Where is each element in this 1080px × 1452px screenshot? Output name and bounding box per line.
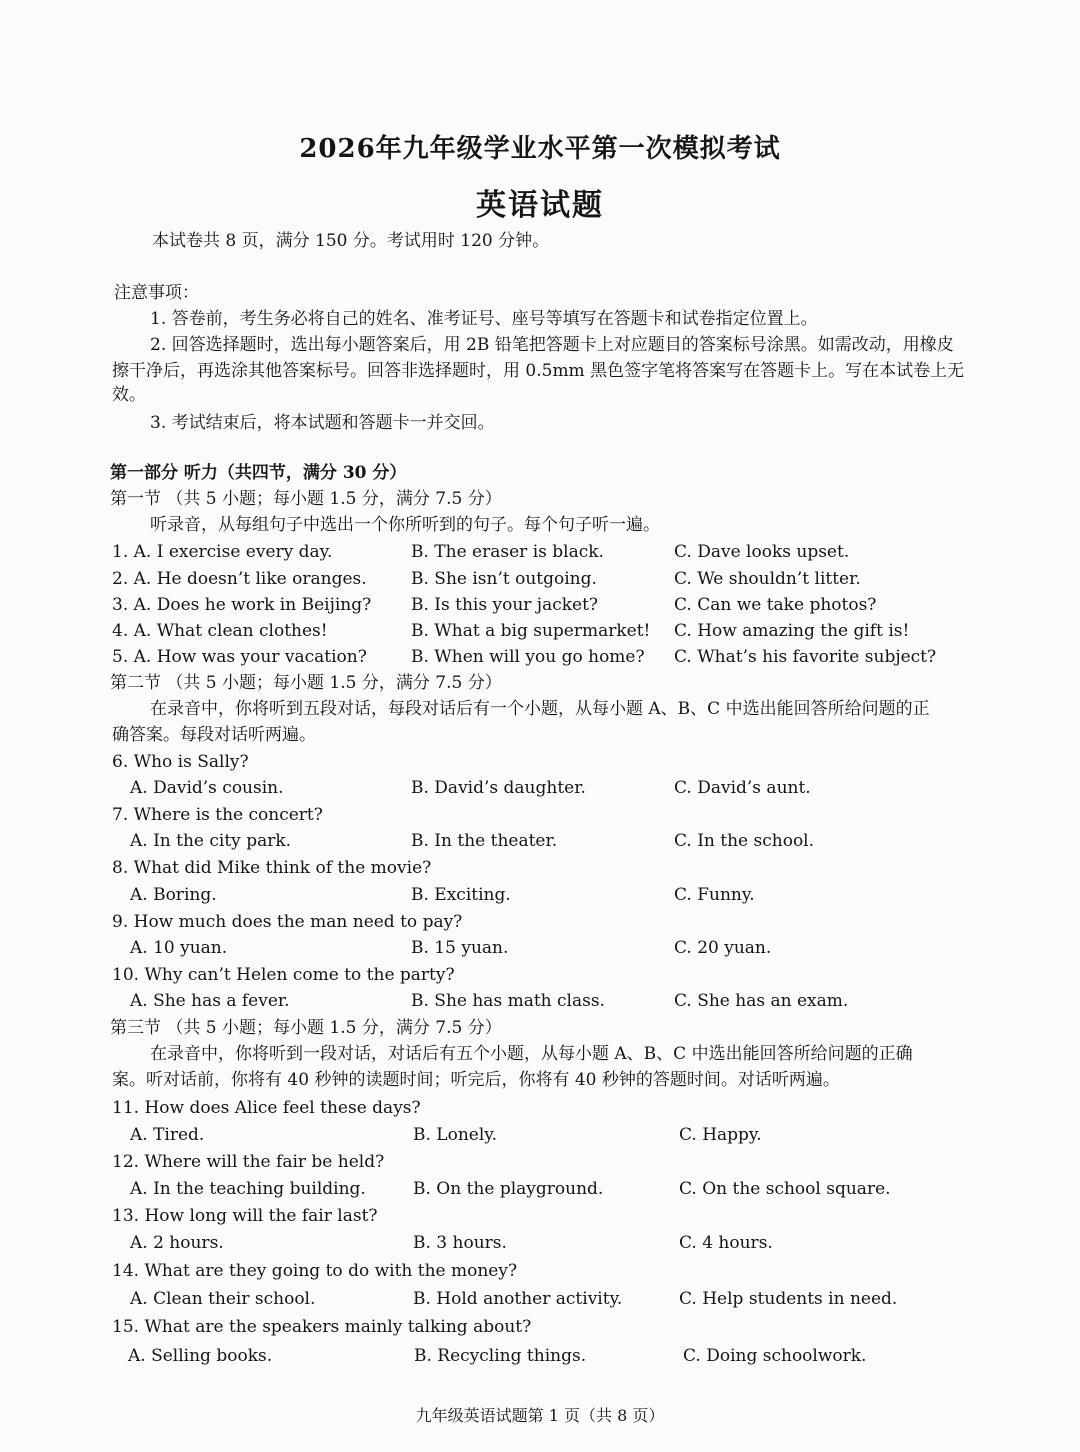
option-a: A. In the city park. [130, 831, 292, 851]
option-b: B. Is this your jacket? [411, 595, 599, 615]
option-c: C. On the school square. [679, 1179, 891, 1199]
option-c: C. In the school. [674, 831, 815, 851]
option-c: C. Dave looks upset. [674, 542, 850, 562]
option-c: C. How amazing the gift is! [674, 621, 910, 641]
question-stem: 13. How long will the fair last? [112, 1206, 378, 1226]
note-item-2-line-3: 效。 [112, 385, 146, 405]
question-stem: 11. How does Alice feel these days? [112, 1098, 421, 1118]
option-c: C. Doing schoolwork. [683, 1346, 867, 1366]
option-b: B. Hold another activity. [413, 1289, 623, 1309]
exam-subtitle: 英语试题 [476, 188, 604, 223]
part1-heading: 第一部分 听力（共四节，满分 30 分） [110, 463, 407, 483]
note-item-1: 1. 答卷前，考生务必将自己的姓名、准考证号、座号等填写在答题卡和试卷指定位置上。 [150, 309, 818, 329]
section2-instruction-line-2: 确答案。每段对话听两遍。 [112, 725, 316, 745]
section1-instruction: 听录音，从每组句子中选出一个你所听到的句子。每个句子听一遍。 [150, 515, 660, 535]
option-c: C. She has an exam. [674, 991, 849, 1011]
option-a: A. In the teaching building. [130, 1179, 366, 1199]
option-c: C. What’s his favorite subject? [674, 647, 937, 667]
option-a: A. Boring. [130, 885, 217, 905]
option-a: A. Clean their school. [130, 1289, 316, 1309]
option-a: A. David’s cousin. [130, 778, 284, 798]
option-c: C. Happy. [679, 1125, 762, 1145]
question-stem: 15. What are the speakers mainly talking about? [112, 1317, 532, 1337]
option-c: C. 4 hours. [679, 1233, 773, 1253]
option-b: B. 15 yuan. [411, 938, 509, 958]
question-stem: 14. What are they going to do with the money? [112, 1261, 518, 1281]
option-b: B. What a big supermarket! [411, 621, 651, 641]
option-c: C. Funny. [674, 885, 755, 905]
option-c: C. We shouldn’t litter. [674, 569, 861, 589]
section2-instruction-line-1: 在录音中，你将听到五段对话，每段对话后有一个小题，从每小题 A、B、C 中选出能回答所给问题的正 [150, 699, 930, 719]
option-c: C. Can we take photos? [674, 595, 877, 615]
note-item-2-line-2: 擦干净后，再选涂其他答案标号。回答非选择题时，用 0.5mm 黑色签字笔将答案写在答题卡上。写在本试卷上无 [112, 361, 965, 381]
option-a: 4. A. What clean clothes! [112, 621, 328, 641]
exam-intro: 本试卷共 8 页，满分 150 分。考试用时 120 分钟。 [152, 231, 550, 251]
option-a: 2. A. He doesn’t like oranges. [112, 569, 367, 589]
option-b: B. Lonely. [413, 1125, 498, 1145]
section3-instruction-line-1: 在录音中，你将听到一段对话，对话后有五个小题，从每小题 A、B、C 中选出能回答所给问题的正确 [150, 1044, 913, 1064]
option-b: B. In the theater. [411, 831, 558, 851]
question-stem: 6. Who is Sally? [112, 752, 249, 772]
option-b: B. On the playground. [413, 1179, 604, 1199]
section2-heading: 第二节 （共 5 小题；每小题 1.5 分，满分 7.5 分） [110, 673, 502, 693]
option-c: C. David’s aunt. [674, 778, 811, 798]
exam-title: 2026年九年级学业水平第一次模拟考试 [299, 134, 781, 164]
question-stem: 7. Where is the concert? [112, 805, 323, 825]
option-b: B. She has math class. [411, 991, 605, 1011]
option-a: A. Selling books. [128, 1346, 273, 1366]
note-item-2-line-1: 2. 回答选择题时，选出每小题答案后，用 2B 铅笔把答题卡上对应题目的答案标号涂黑。如需改动，用橡皮 [150, 335, 954, 355]
option-b: B. David’s daughter. [411, 778, 586, 798]
question-stem: 12. Where will the fair be held? [112, 1152, 385, 1172]
section3-heading: 第三节 （共 5 小题；每小题 1.5 分，满分 7.5 分） [110, 1018, 502, 1038]
option-a: 5. A. How was your vacation? [112, 647, 367, 667]
option-b: B. Exciting. [411, 885, 511, 905]
note-item-3: 3. 考试结束后，将本试题和答题卡一并交回。 [150, 413, 495, 433]
question-stem: 8. What did Mike think of the movie? [112, 858, 432, 878]
section1-heading: 第一节 （共 5 小题；每小题 1.5 分，满分 7.5 分） [110, 489, 502, 509]
page-footer: 九年级英语试题第 1 页（共 8 页） [415, 1406, 665, 1425]
option-b: B. Recycling things. [414, 1346, 587, 1366]
option-b: B. 3 hours. [413, 1233, 507, 1253]
question-stem: 9. How much does the man need to pay? [112, 912, 463, 932]
option-a: 3. A. Does he work in Beijing? [112, 595, 372, 615]
section3-instruction-line-2: 案。听对话前，你将有 40 秒钟的读题时间；听完后，你将有 40 秒钟的答题时间。对话听两遍。 [112, 1070, 840, 1090]
option-c: C. Help students in need. [679, 1289, 898, 1309]
question-stem: 10. Why can’t Helen come to the party? [112, 965, 455, 985]
notes-heading: 注意事项： [114, 283, 199, 303]
option-b: B. She isn’t outgoing. [411, 569, 597, 589]
option-c: C. 20 yuan. [674, 938, 772, 958]
option-a: 1. A. I exercise every day. [112, 542, 333, 562]
option-a: A. 2 hours. [130, 1233, 224, 1253]
option-a: A. She has a fever. [130, 991, 290, 1011]
option-a: A. Tired. [130, 1125, 205, 1145]
option-b: B. When will you go home? [411, 647, 645, 667]
option-a: A. 10 yuan. [130, 938, 228, 958]
option-b: B. The eraser is black. [411, 542, 604, 562]
